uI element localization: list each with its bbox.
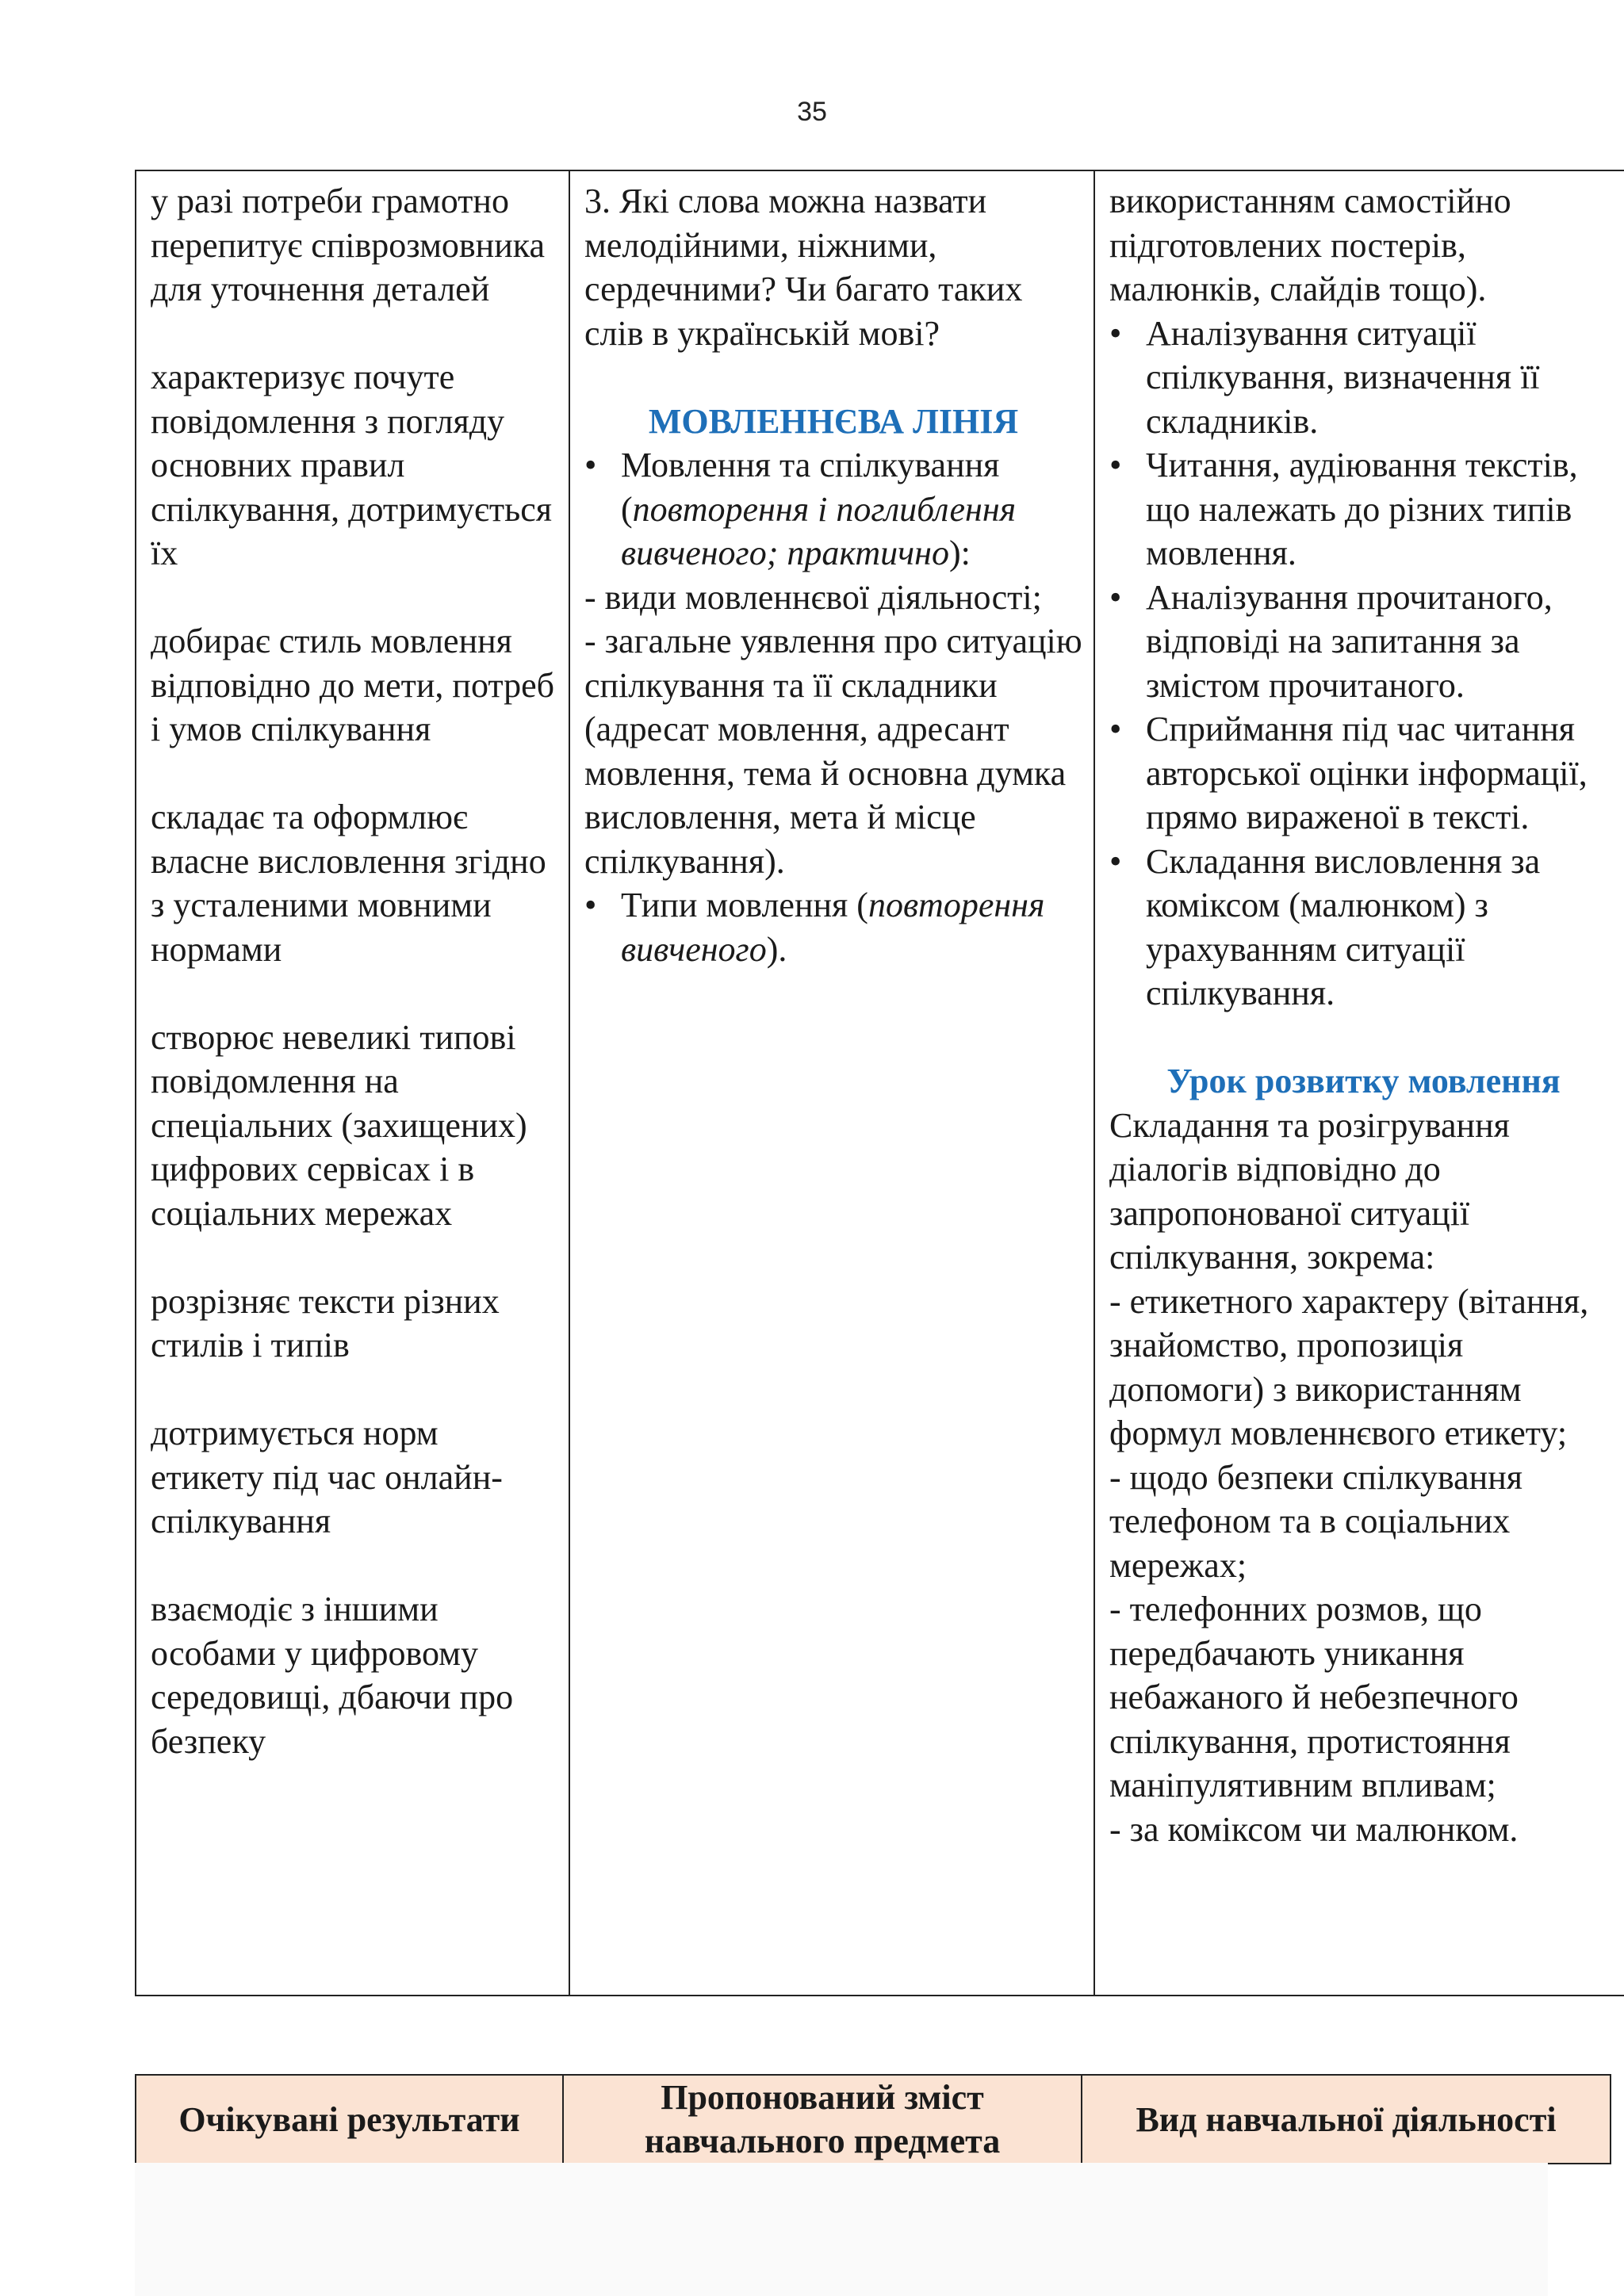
list-item-text: Складання висловлення за коміксом (малюнком) з урахуванням ситуації спілкування. <box>1146 841 1541 1012</box>
list-item-text: Сприймання під час читання авторської оцінки інформації, прямо вираженої в тексті. <box>1146 710 1588 836</box>
list-item-text: Читання, аудіювання текстів, що належать до різних типів мовлення. <box>1146 446 1578 572</box>
dash-item: - щодо безпеки спілкування телефоном та в соціальних мережах; <box>1109 1457 1522 1585</box>
list-item-text: Аналізування ситуації спілкування, визначення її складників. <box>1146 313 1540 441</box>
page-number: 35 <box>797 97 827 127</box>
result-item: характеризує почуте повідомлення з погляду основних правил спілкування, дотримується їх <box>151 358 552 572</box>
dash-item: - види мовленнєвої діяльності; <box>584 577 1042 617</box>
list-item <box>1109 707 1618 840</box>
result-item: дотримується норм етикету під час онлайн-спілкування <box>151 1414 503 1540</box>
dash-item: - за коміксом чи малюнком. <box>1109 1809 1519 1849</box>
list-item <box>1109 576 1618 708</box>
bullet-icon: • <box>1109 577 1122 617</box>
list-item <box>584 443 1082 576</box>
dash-item: - етикетного характеру (вітання, знайомство, пропозиція допомоги) з використанням формул мовленнєвого етикету; <box>1109 1281 1589 1452</box>
table-row <box>136 170 1624 1996</box>
header-row <box>136 2075 1611 2164</box>
header-table <box>135 2074 1611 2164</box>
expected-results-cell <box>136 170 569 1996</box>
list-item <box>1109 840 1618 1016</box>
list-item-text: Типи мовлення (повторення вивченого). <box>621 886 1045 969</box>
list-item <box>584 883 1082 971</box>
page-bottom-shade <box>135 2163 1548 2296</box>
dash-item: - загальне уявлення про ситуацію спілкування та її складники (адресат мовлення, адресант мовлення, тема й основна думка висловлення, мета й місце спілкування). <box>584 622 1082 881</box>
lesson-paragraph: Складання та розігрування діалогів відповідно до запропонованої ситуації спілкування, зокрема: <box>1109 1105 1510 1276</box>
header-expected-results: Очікувані результати <box>136 2075 563 2164</box>
speech-line-heading: МОВЛЕННЄВА ЛІНІЯ <box>648 401 1019 441</box>
result-item: взаємодіє з іншими особами у цифровому середовищі, дбаючи про безпеку <box>151 1590 514 1761</box>
result-item: складає та оформлює власне висловлення згідно з усталеними мовними нормами <box>151 798 546 969</box>
bullet-icon: • <box>1109 446 1122 484</box>
header-activity-type: Вид навчальної діяльності <box>1082 2075 1611 2164</box>
list-item <box>1109 443 1618 576</box>
bullet-icon: • <box>1109 710 1122 748</box>
list-item <box>1109 312 1618 444</box>
speech-lesson-heading: Урок розвитку мовлення <box>1166 1062 1561 1100</box>
bullet-icon: • <box>1109 841 1122 881</box>
intro-text: використанням самостійно підготовлених постерів, малюнків, слайдів тощо). <box>1109 182 1511 308</box>
result-item: створює невеликі типові повідомлення на спеціальних (захищених) цифрових сервісах і в соціальних мережах <box>151 1017 527 1233</box>
result-item: у разі потреби грамотно перепитує співрозмовника для уточнення деталей <box>151 182 546 308</box>
activity-cell <box>1094 170 1624 1996</box>
result-item: розрізняє тексти різних стилів і типів <box>151 1281 500 1364</box>
header-proposed-content: Пропонований зміст навчального предмета <box>563 2075 1082 2164</box>
content-cell <box>569 170 1094 1996</box>
result-item: добирає стиль мовлення відповідно до мети, потреб і умов спілкування <box>151 622 555 748</box>
curriculum-table <box>135 170 1624 1996</box>
dash-item: - телефонних розмов, що передбачають уникання небажаного й небезпечного спілкування, протистояння маніпулятивним впливам; <box>1109 1590 1519 1804</box>
bullet-icon: • <box>584 446 597 484</box>
list-item-text: Аналізування прочитаного, відповіді на запитання за змістом прочитаного. <box>1146 577 1553 705</box>
bullet-icon: • <box>584 886 597 924</box>
bullet-icon: • <box>1109 313 1122 353</box>
question-text: 3. Які слова можна назвати мелодійними, ніжними, сердечними? Чи багато таких слів в українській мові? <box>584 182 1023 353</box>
list-item-text: Мовлення та спілкування (повторення і поглиблення вивченого; практично): <box>621 446 1017 572</box>
